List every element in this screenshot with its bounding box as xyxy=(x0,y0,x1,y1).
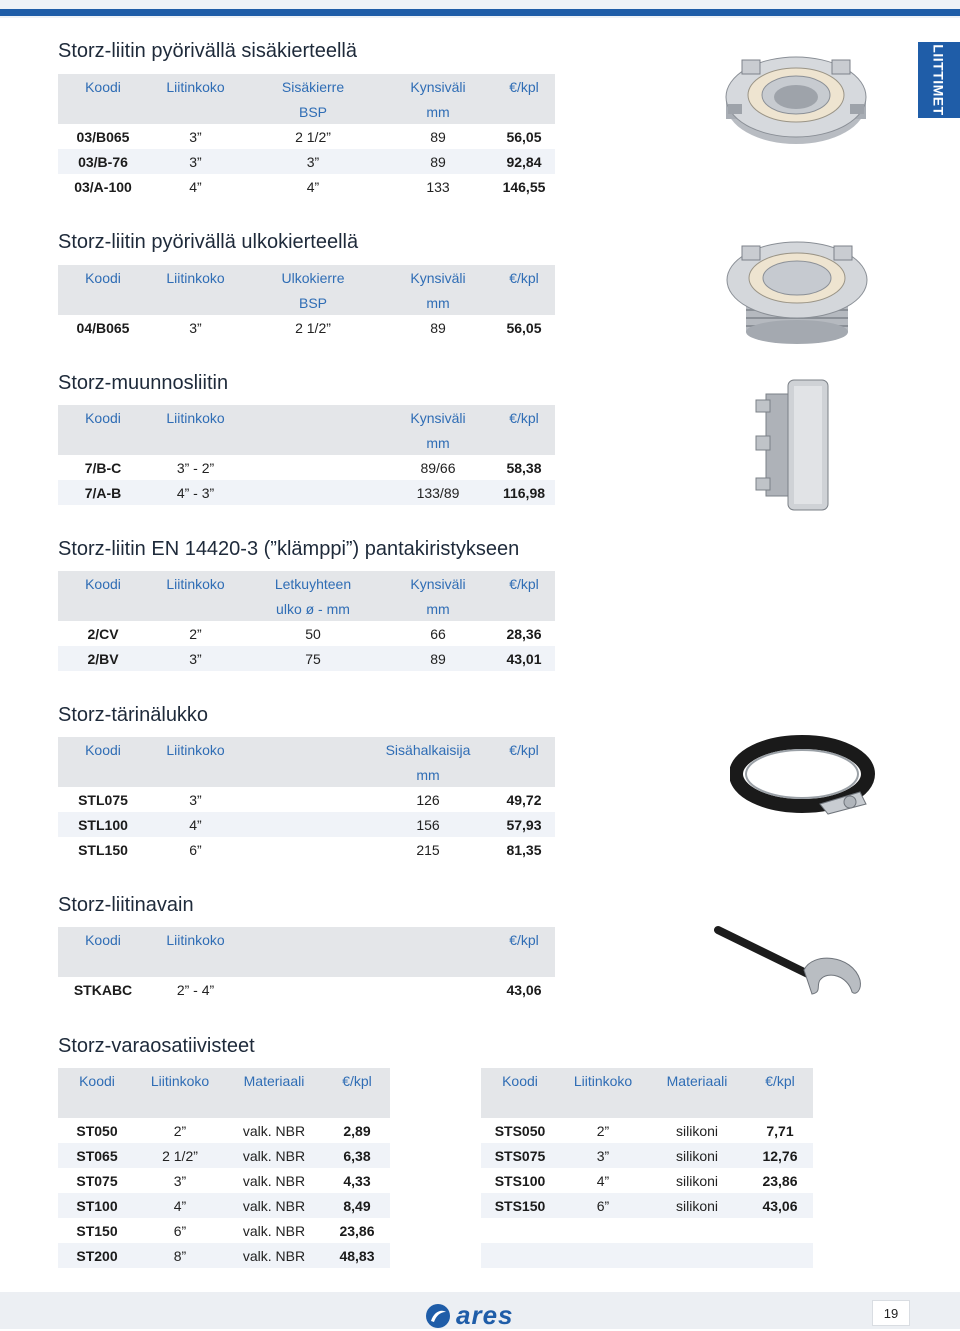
cell-size: 2” xyxy=(173,1122,187,1139)
table-row xyxy=(481,1218,813,1243)
header-row xyxy=(58,927,555,952)
col-header-price: €/kpl xyxy=(747,1068,813,1093)
price-table-s5 xyxy=(58,737,555,862)
cell-size: 4” xyxy=(148,812,243,837)
cell-size: 6” xyxy=(189,841,202,858)
header-row xyxy=(58,1068,390,1093)
cell-material: valk. NBR xyxy=(242,1122,306,1139)
cell-thread: 4” xyxy=(306,178,320,195)
cell-inner-diameter: 126 xyxy=(416,791,440,808)
unit-label: mm xyxy=(383,99,493,124)
brand-name: ares xyxy=(456,1300,514,1330)
table-row xyxy=(58,124,555,149)
cell-code: STL100 xyxy=(58,812,148,837)
top-accent-line xyxy=(0,9,960,16)
side-tab xyxy=(918,42,960,118)
cell-claw: 89 xyxy=(383,646,493,671)
cell-inner-diameter: 156 xyxy=(363,812,493,837)
table-row xyxy=(481,1168,813,1193)
price-table-s6 xyxy=(58,927,555,1002)
cell-size: 3” xyxy=(148,149,243,174)
price-table-s2 xyxy=(58,265,555,340)
col-header-price: €/kpl xyxy=(493,571,555,596)
price-table-s4 xyxy=(58,571,555,671)
table-row xyxy=(58,837,555,862)
col-header-code: Koodi xyxy=(58,405,148,430)
cell-price: 43,06 xyxy=(747,1193,813,1218)
col-header-size: Liitinkoko xyxy=(148,737,243,762)
col-header-price: €/kpl xyxy=(493,265,555,290)
table-row xyxy=(481,1118,813,1143)
cell-price: 146,55 xyxy=(502,178,546,195)
cell-material: valk. NBR xyxy=(224,1143,324,1168)
table-row xyxy=(58,1243,390,1268)
table-row xyxy=(481,1143,813,1168)
cell-price: 8,49 xyxy=(324,1193,390,1218)
unit-label: mm xyxy=(383,290,493,315)
col-header-material: Materiaali xyxy=(224,1068,324,1093)
table-row xyxy=(481,1193,813,1218)
cell-price: 23,86 xyxy=(762,1172,798,1189)
table-row xyxy=(58,1118,390,1143)
price-table-s3 xyxy=(58,405,555,505)
cell-material: valk. NBR xyxy=(224,1193,324,1218)
cell-code: STL075 xyxy=(78,791,128,808)
table-row xyxy=(58,1218,390,1243)
cell-claw: 89 xyxy=(430,128,446,145)
cell-price: 56,05 xyxy=(506,128,542,145)
storz-adapter-icon xyxy=(748,372,848,518)
col-header-size: Liitinkoko xyxy=(559,1068,647,1093)
section-title: Storz-liitin pyörivällä sisäkierteellä xyxy=(58,40,357,62)
cell-size: 4” xyxy=(189,178,202,195)
cell-material: silikoni xyxy=(647,1193,747,1218)
section-title: Storz-muunnosliitin xyxy=(58,372,229,394)
table-row xyxy=(58,977,555,1002)
cell-code: STS100 xyxy=(494,1172,546,1189)
unit-label: mm xyxy=(363,762,493,787)
cell-size: 3” xyxy=(189,791,202,808)
section-title: Storz-tärinälukko xyxy=(58,704,209,726)
col-header-thread: Sisäkierre xyxy=(243,74,383,99)
col-header-material: Materiaali xyxy=(647,1068,747,1093)
side-tab-label: LIITTIMET xyxy=(931,44,948,116)
col-header-price: €/kpl xyxy=(324,1068,390,1093)
cell-code: 03/B065 xyxy=(76,128,130,145)
subheader-row xyxy=(58,430,555,455)
cell-code: ST050 xyxy=(76,1122,118,1139)
unit-label: ulko ø - mm xyxy=(243,596,383,621)
cell-size: 3” - 2” xyxy=(176,459,215,476)
table-row xyxy=(58,646,555,671)
cell-price: 48,83 xyxy=(324,1243,390,1268)
cell-code: 7/A-B xyxy=(58,480,148,505)
cell-claw: 89/66 xyxy=(420,459,456,476)
gasket-table-left xyxy=(58,1068,390,1268)
col-header-size: Liitinkoko xyxy=(148,571,243,596)
header-row xyxy=(58,74,555,99)
table-row xyxy=(58,455,555,480)
cell-claw: 89 xyxy=(430,319,446,336)
cell-size: 2” - 4” xyxy=(176,981,215,998)
cell-code: STS050 xyxy=(494,1122,546,1139)
unit-label: BSP xyxy=(243,290,383,315)
header-row xyxy=(58,405,555,430)
top-bar xyxy=(0,0,960,18)
header-row xyxy=(58,571,555,596)
col-header-size: Liitinkoko xyxy=(148,405,243,430)
table-row xyxy=(58,812,555,837)
col-header-thread: Ulkokierre xyxy=(243,265,383,290)
header-row xyxy=(58,737,555,762)
cell-size: 4” xyxy=(136,1193,224,1218)
cell-code: ST075 xyxy=(76,1172,118,1189)
cell-claw: 133/89 xyxy=(383,480,493,505)
cell-claw: 133 xyxy=(426,178,450,195)
cell-code: STS150 xyxy=(481,1193,559,1218)
cell-material: valk. NBR xyxy=(224,1243,324,1268)
cell-material: valk. NBR xyxy=(242,1222,306,1239)
table-row xyxy=(58,174,555,199)
subheader-row xyxy=(58,1093,390,1118)
cell-code: ST100 xyxy=(58,1193,136,1218)
table-row xyxy=(58,1143,390,1168)
cell-claw: 89 xyxy=(383,149,493,174)
cell-material: silikoni xyxy=(647,1143,747,1168)
unit-label: mm xyxy=(383,596,493,621)
section-title: Storz-liitin EN 14420-3 (”klämppi”) pantakiristykseen xyxy=(58,538,520,560)
ares-logo-icon xyxy=(424,1303,452,1329)
cell-size: 4” - 3” xyxy=(148,480,243,505)
subheader-row xyxy=(58,762,555,787)
col-header-claw: Kynsiväli xyxy=(383,74,493,99)
cell-hose: 75 xyxy=(243,646,383,671)
cell-size: 2 1/2” xyxy=(136,1143,224,1168)
cell-size: 6” xyxy=(559,1193,647,1218)
cell-price: 7,71 xyxy=(766,1122,794,1139)
cell-price: 23,86 xyxy=(339,1222,375,1239)
cell-inner-diameter: 215 xyxy=(416,841,440,858)
col-header-size: Liitinkoko xyxy=(148,74,243,99)
cell-material: silikoni xyxy=(675,1122,718,1139)
col-header-size: Liitinkoko xyxy=(136,1068,224,1093)
cell-size: 3” xyxy=(189,128,202,145)
cell-size: 8” xyxy=(136,1243,224,1268)
col-header-code: Koodi xyxy=(58,571,148,596)
cell-price: 49,72 xyxy=(506,791,542,808)
price-table-s1 xyxy=(58,74,555,199)
header-row xyxy=(58,265,555,290)
col-header-hose: Letkuyhteen xyxy=(243,571,383,596)
cell-price: 43,06 xyxy=(506,981,542,998)
cell-claw: 66 xyxy=(430,625,446,642)
col-header-price: €/kpl xyxy=(493,927,555,952)
section-title: Storz-liitin pyörivällä ulkokierteellä xyxy=(58,231,359,253)
table-row xyxy=(58,149,555,174)
col-header-code: Koodi xyxy=(58,74,148,99)
col-header-size: Liitinkoko xyxy=(148,927,243,952)
table-row xyxy=(481,1243,813,1268)
cell-code: STS075 xyxy=(481,1143,559,1168)
header-row xyxy=(481,1068,813,1093)
cell-code: STKABC xyxy=(73,981,133,998)
storz-coupling-male-icon xyxy=(724,232,870,344)
unit-label: BSP xyxy=(243,99,383,124)
cell-price: 12,76 xyxy=(747,1143,813,1168)
table-row xyxy=(58,315,555,340)
cell-code: 04/B065 xyxy=(76,319,130,336)
cell-thread: 2 1/2” xyxy=(295,128,331,145)
ares-logo xyxy=(424,1300,514,1331)
cell-thread: 3” xyxy=(243,149,383,174)
cell-size: 3” xyxy=(173,1172,187,1189)
subheader-row xyxy=(58,596,555,621)
spanner-key-icon xyxy=(712,922,864,1004)
cell-price: 2,89 xyxy=(343,1122,371,1139)
cell-price: 4,33 xyxy=(343,1172,371,1189)
storz-coupling-female-icon xyxy=(722,42,870,152)
cell-code: 2/CV xyxy=(87,625,119,642)
cell-price: 116,98 xyxy=(493,480,555,505)
col-header-code: Koodi xyxy=(58,927,148,952)
subheader-row xyxy=(58,99,555,124)
unit-label: mm xyxy=(383,430,493,455)
table-row xyxy=(58,621,555,646)
gasket-table-right xyxy=(481,1068,813,1268)
cell-material: silikoni xyxy=(675,1172,718,1189)
cell-code: STL150 xyxy=(78,841,128,858)
cell-code: ST065 xyxy=(58,1143,136,1168)
cell-size: 3” xyxy=(189,319,202,336)
cell-size: 2” xyxy=(596,1122,610,1139)
cell-size: 4” xyxy=(596,1172,610,1189)
col-header-claw: Kynsiväli xyxy=(383,405,493,430)
col-header-code: Koodi xyxy=(481,1068,559,1093)
col-header-code: Koodi xyxy=(58,265,148,290)
subheader-row xyxy=(481,1093,813,1118)
cell-size: 2” xyxy=(189,625,202,642)
table-row xyxy=(58,480,555,505)
cell-hose: 50 xyxy=(305,625,321,642)
cell-code: 2/BV xyxy=(58,646,148,671)
subheader-row xyxy=(58,952,555,977)
cell-price: 56,05 xyxy=(506,319,542,336)
cell-price: 43,01 xyxy=(493,646,555,671)
col-header-claw: Kynsiväli xyxy=(383,265,493,290)
col-header-price: €/kpl xyxy=(493,405,555,430)
cell-price: 57,93 xyxy=(493,812,555,837)
cell-size: 6” xyxy=(173,1222,187,1239)
cell-code: ST150 xyxy=(76,1222,118,1239)
page-number: 19 xyxy=(872,1300,910,1326)
cell-code: 03/B-76 xyxy=(58,149,148,174)
section-title: Storz-varaosatiivisteet xyxy=(58,1035,255,1057)
vibration-lock-clamp-icon xyxy=(730,734,880,820)
table-row xyxy=(58,1168,390,1193)
col-header-price: €/kpl xyxy=(493,74,555,99)
col-header-price: €/kpl xyxy=(493,737,555,762)
cell-price: 58,38 xyxy=(506,459,542,476)
cell-thread: 2 1/2” xyxy=(295,319,331,336)
table-row xyxy=(58,1193,390,1218)
cell-price: 81,35 xyxy=(506,841,542,858)
col-header-code: Koodi xyxy=(58,737,148,762)
cell-price: 28,36 xyxy=(506,625,542,642)
col-header-size: Liitinkoko xyxy=(148,265,243,290)
cell-size: 3” xyxy=(148,646,243,671)
cell-price: 92,84 xyxy=(493,149,555,174)
cell-code: ST200 xyxy=(58,1243,136,1268)
cell-price: 6,38 xyxy=(324,1143,390,1168)
section-title: Storz-liitinavain xyxy=(58,894,194,916)
cell-material: valk. NBR xyxy=(242,1172,306,1189)
col-header-claw: Kynsiväli xyxy=(383,571,493,596)
cell-code: 7/B-C xyxy=(84,459,122,476)
col-header-inner-diameter: Sisähalkaisija xyxy=(363,737,493,762)
cell-size: 3” xyxy=(559,1143,647,1168)
subheader-row xyxy=(58,290,555,315)
col-header-code: Koodi xyxy=(58,1068,136,1093)
cell-code: 03/A-100 xyxy=(74,178,132,195)
table-row xyxy=(58,787,555,812)
